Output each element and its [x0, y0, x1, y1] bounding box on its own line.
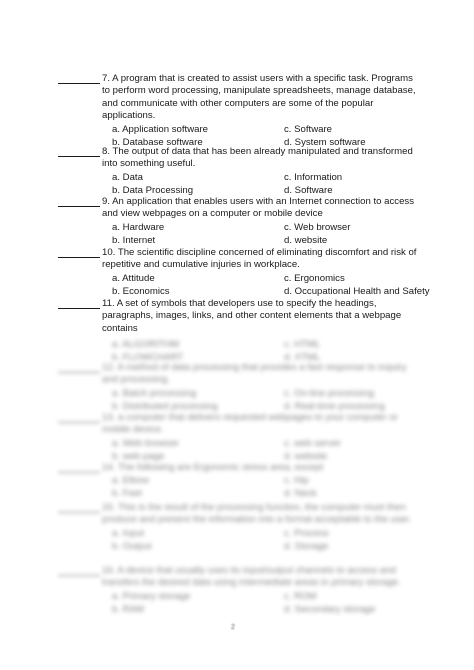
question-number: 16.: [102, 565, 116, 576]
option: d. Neck: [284, 488, 317, 500]
options: [112, 222, 418, 247]
option: d. website: [284, 450, 328, 462]
answer-blank[interactable]: [58, 247, 100, 258]
options: [112, 272, 430, 298]
option: b. Distributed processing: [112, 400, 218, 412]
question-14: [58, 462, 418, 501]
option: c. HTML: [284, 339, 321, 351]
options: [112, 475, 418, 500]
question-number: 14.: [102, 462, 116, 473]
question-text: The output of data that has been already manipulated and transformed into something useful.: [102, 146, 413, 170]
option: d. Storage: [284, 540, 329, 552]
option: b. Internet: [112, 234, 156, 246]
question-11: [58, 298, 418, 365]
options: [112, 591, 418, 616]
answer-blank[interactable]: [58, 412, 100, 423]
options: [112, 438, 418, 463]
question-text: An application that enables users with an Internet connection to access and view webpages on a computer or mobile device: [102, 196, 415, 220]
option: a. Batch processing: [112, 387, 197, 399]
option: b. Database software: [112, 136, 203, 148]
question-number: 11.: [102, 298, 115, 309]
question-7: [58, 73, 418, 149]
option: b. web page: [112, 450, 165, 462]
question-number: 7.: [102, 73, 111, 84]
question-10: [58, 247, 430, 298]
answer-blank[interactable]: [58, 462, 100, 473]
option: b. Output: [112, 540, 152, 552]
question-16: [58, 565, 418, 616]
option: a. Attitude: [112, 272, 155, 284]
answer-blank[interactable]: [58, 146, 100, 157]
option: b. Feet: [112, 488, 142, 500]
question-number: 15.: [102, 502, 116, 513]
option: a. Hardware: [112, 221, 165, 233]
options: [112, 388, 418, 413]
option: c. Ergonomics: [284, 272, 345, 284]
question-8: [58, 146, 418, 197]
option: a. Application software: [112, 123, 208, 135]
option: d. website: [284, 234, 328, 246]
option: b. FLOWCHART: [112, 352, 184, 364]
answer-blank[interactable]: [58, 196, 100, 207]
option: c. web server: [284, 437, 342, 449]
option: a. Web browser: [112, 437, 180, 449]
answer-blank[interactable]: [58, 298, 100, 309]
option: d. Occupational Health and Safety: [284, 285, 430, 297]
options: [112, 172, 418, 197]
question-text: A program that is created to assist users with a specific task. Programs to perform word processing, manipulate spreadsheets, manage database, and communicate with other computers are some of the popular applications.: [102, 73, 416, 122]
question-number: 12.: [102, 362, 116, 373]
question-text: The following are Ergonomic stress area, except: [117, 462, 324, 473]
option: a. ALGORITHM: [112, 339, 180, 351]
question-13: [58, 412, 418, 463]
option: c. Process: [284, 527, 329, 539]
option: a. Elbow: [112, 475, 149, 487]
question-number: 9.: [102, 196, 111, 207]
option: d. Secondary storage: [284, 603, 376, 615]
option: b. RAM: [112, 603, 144, 615]
option: c. Hip: [284, 475, 309, 487]
option: b. Data Processing: [112, 184, 194, 196]
question-text: A device that usually uses its input/output channels to access and transfers the desired data using intermediate areas in primary storage.: [102, 565, 401, 589]
answer-blank[interactable]: [58, 502, 100, 513]
options: [112, 528, 418, 553]
answer-blank[interactable]: [58, 73, 100, 84]
option: d. XTML: [284, 352, 321, 364]
option: a. Primary storage: [112, 590, 191, 602]
question-9: [58, 196, 418, 247]
question-text: A method of data processing that provides a fast response to inquiry and processing.: [102, 362, 407, 386]
question-15: [58, 502, 418, 553]
option: d. System software: [284, 136, 366, 148]
question-number: 10.: [102, 247, 116, 258]
question-number: 13.: [102, 412, 116, 423]
question-12: [58, 362, 418, 413]
options: [112, 339, 418, 364]
question-text: This is the result of the processing function, the computer must then produce and present the information into a format acceptable to the user.: [102, 502, 412, 526]
option: c. On-line processing: [284, 387, 375, 399]
question-text: a computer that delivers requested webpages to your computer or mobile device.: [102, 412, 398, 436]
answer-blank[interactable]: [58, 565, 100, 576]
answer-blank[interactable]: [58, 362, 100, 373]
option: d. Real-time processing: [284, 400, 385, 412]
question-text: A set of symbols that developers use to specify the headings, paragraphs, images, links, and other content elements that a webpage contains: [102, 298, 402, 334]
option: a. Input: [112, 527, 145, 539]
question-number: 8.: [102, 146, 111, 157]
option: c. Information: [284, 171, 343, 183]
page-number: 2: [231, 624, 235, 631]
option: b. Economics: [112, 285, 170, 297]
option: c. ROM: [284, 590, 317, 602]
option: c. Web browser: [284, 221, 351, 233]
question-text: The scientific discipline concerned of eliminating discomfort and risk of repetitive and cumulative injuries in workplace.: [102, 247, 417, 271]
option: c. Software: [284, 123, 332, 135]
option: d. Software: [284, 184, 333, 196]
option: a. Data: [112, 171, 143, 183]
